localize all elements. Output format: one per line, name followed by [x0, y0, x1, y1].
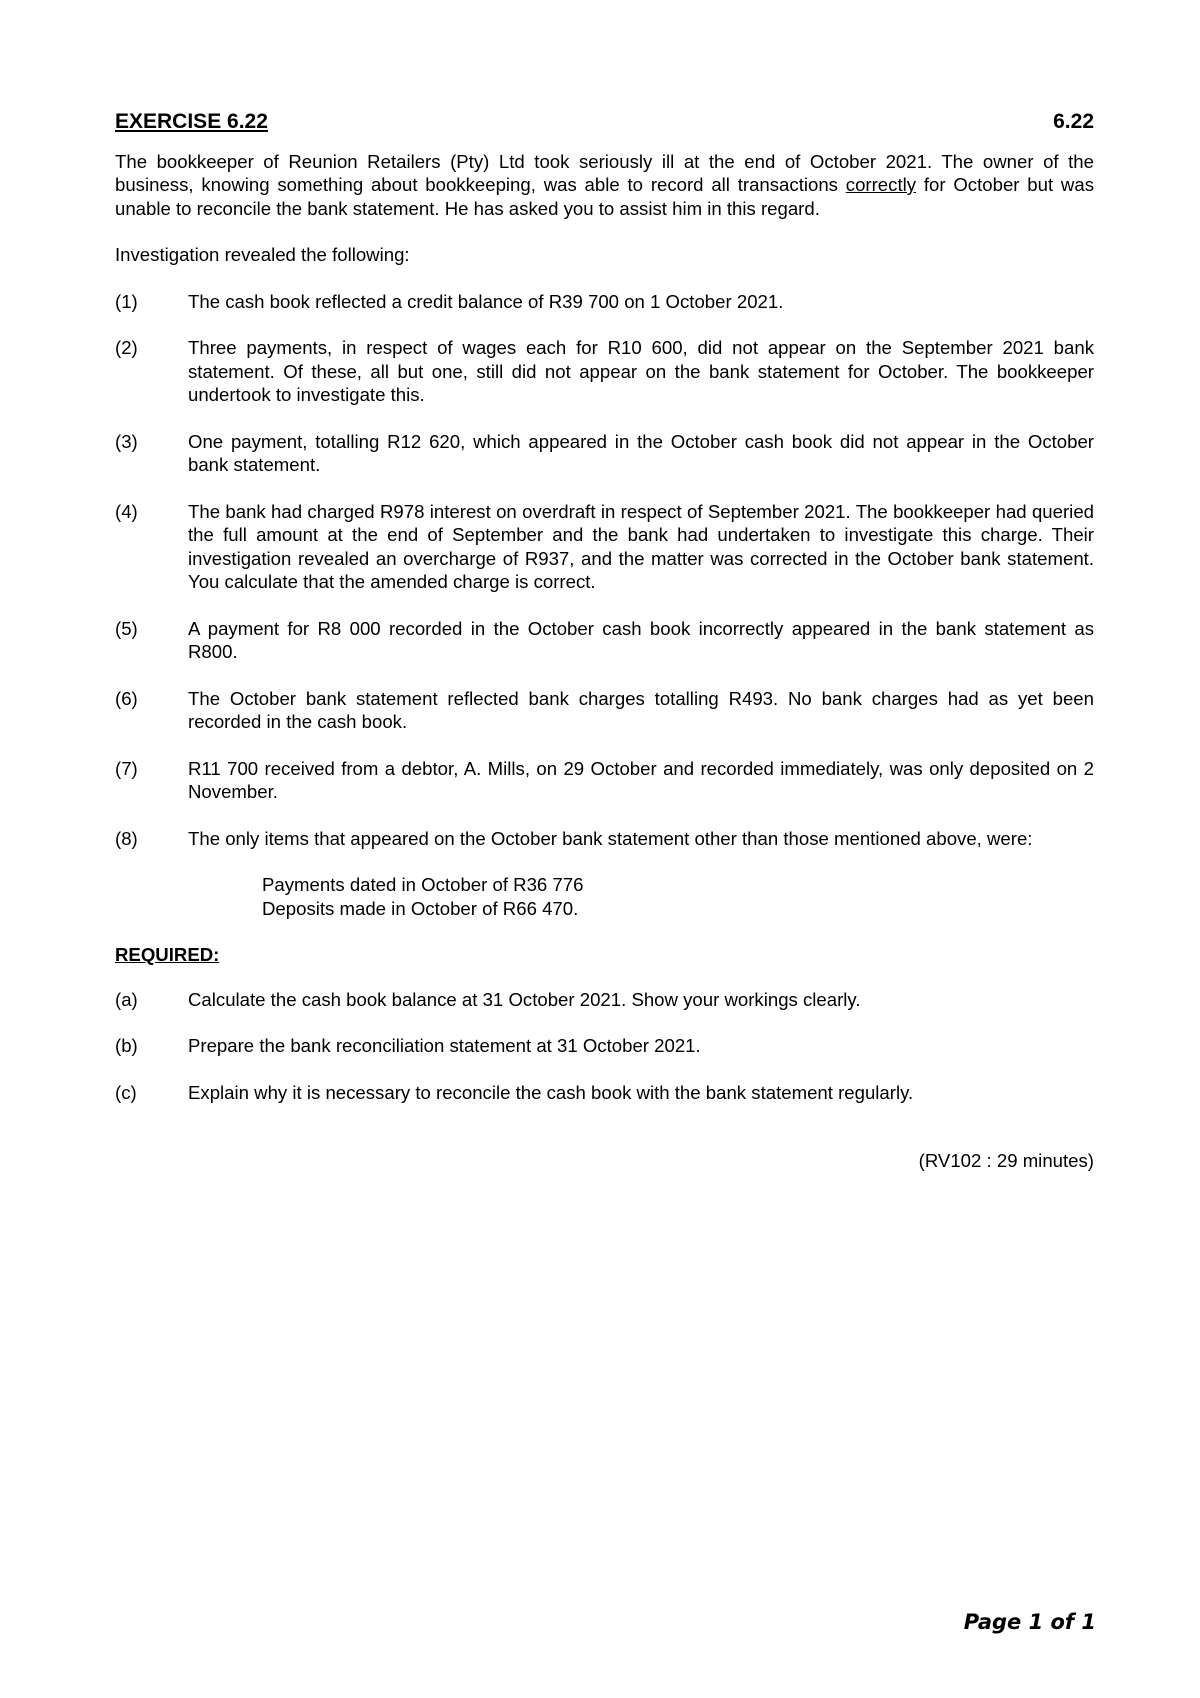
document-page [115, 110, 1094, 1173]
intro-paragraph [115, 150, 1094, 221]
item-text: The bank had charged R978 interest on overdraft in respect of September 2021. The bookkeeper had queried the full amount at the end of September and the bank had undertaken to investigate this charge. Their investigation revealed an overcharge of R937, and the matter was corrected in the October bank statement. You calculate that the amended charge is correct. [188, 500, 1094, 592]
question-item [115, 988, 1094, 1012]
item-number: (2) [115, 337, 138, 358]
item-number: (6) [115, 687, 138, 709]
list-item [115, 827, 1094, 851]
question-item [115, 1034, 1094, 1058]
intro-emphasis: correctly [845, 174, 917, 195]
question-number: (b) [115, 1035, 138, 1056]
list-item [115, 336, 1094, 407]
exercise-header [115, 110, 1094, 134]
item-number: (8) [115, 827, 138, 849]
item-number: (7) [115, 757, 138, 779]
page-footer: Page 1 of 1 [963, 1610, 1096, 1634]
question-number: (a) [115, 988, 138, 1010]
question-number: (c) [115, 1081, 137, 1103]
list-item [115, 430, 1094, 477]
item-text: One payment, totalling R12 620, which appeared in the October cash book did not appear in the October bank statement. [188, 430, 1094, 475]
question-text: Explain why it is necessary to reconcile the cash book with the bank statement regularly. [188, 1081, 914, 1103]
list-item [115, 290, 1094, 314]
time-reference: (RV102 : 29 minutes) [918, 1150, 1094, 1171]
list-item [115, 757, 1094, 804]
exercise-title: EXERCISE 6.22 [115, 110, 268, 133]
sub-item-deposits: Deposits made in October of R66 470. [262, 897, 579, 919]
item-text: A payment for R8 000 recorded in the October cash book incorrectly appeared in the bank statement as R800. [188, 617, 1094, 662]
question-item [115, 1081, 1094, 1105]
question-text: Calculate the cash book balance at 31 October 2021. Show your workings clearly. [188, 988, 861, 1010]
item-text: R11 700 received from a debtor, A. Mills, on 29 October and recorded immediately, was only deposited on 2 November. [188, 757, 1094, 802]
question-text: Prepare the bank reconciliation statement at 31 October 2021. [188, 1035, 701, 1056]
item-text: Three payments, in respect of wages each for R10 600, did not appear on the September 2021 bank statement. Of these, all but one, still did not appear on the bank statement for October. The bookkeeper undertook to investigate this. [188, 337, 1094, 405]
list-item [115, 617, 1094, 664]
intro-text-after: for October but was unable to reconcile the bank statement. He has asked you to assist him in this regard. [115, 174, 1094, 219]
item-text: The cash book reflected a credit balance of R39 700 on 1 October 2021. [188, 290, 784, 312]
list-item [115, 500, 1094, 594]
item-number: (5) [115, 617, 138, 639]
intro-text-before: The bookkeeper of Reunion Retailers (Pty) Ltd took seriously ill at the end of October 2021. The owner of the business, knowing something about bookkeeping, was able to record all transactions [115, 150, 1094, 195]
lead-paragraph: Investigation revealed the following: [115, 244, 410, 265]
list-item [115, 687, 1094, 734]
item-number: (4) [115, 500, 138, 522]
required-heading: REQUIRED: [115, 944, 220, 965]
item-number: (1) [115, 290, 138, 312]
sub-item-payments: Payments dated in October of R36 776 [262, 874, 584, 895]
sub-items [115, 873, 1094, 920]
item-text: The only items that appeared on the October bank statement other than those mentioned above, were: [188, 827, 1033, 849]
exercise-number: 6.22 [1053, 110, 1094, 133]
item-text: The October bank statement reflected bank charges totalling R493. No bank charges had as yet been recorded in the cash book. [188, 687, 1094, 732]
item-number: (3) [115, 430, 138, 452]
